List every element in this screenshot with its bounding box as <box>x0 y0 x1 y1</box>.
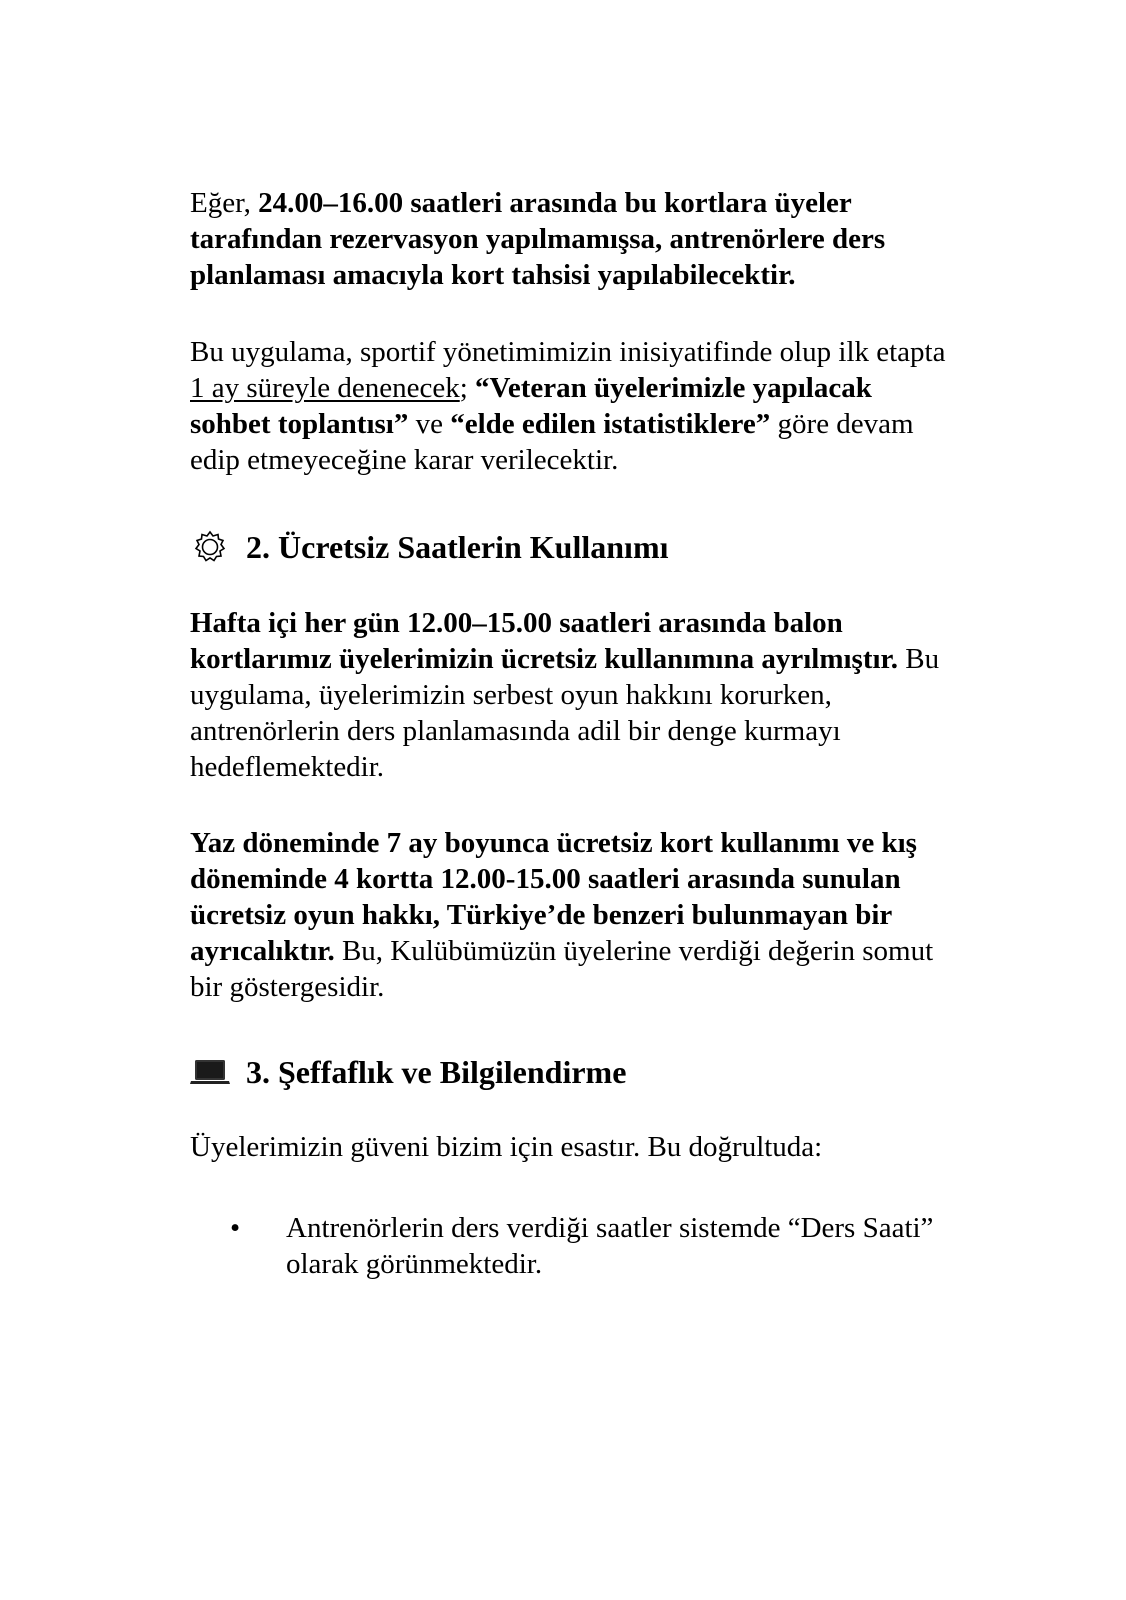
laptop-icon <box>190 1055 234 1089</box>
paragraph-free-hours <box>190 605 950 785</box>
paragraph-text: ve <box>408 408 451 440</box>
paragraph-lead-text: Eğer, <box>190 187 259 219</box>
document-content <box>190 185 950 1282</box>
bold-statistics: “elde edilen istatistiklere” <box>450 408 771 440</box>
paragraph-text: Bu uygulama, sportif yönetimimizin inisiyatifinde olup ilk etapta <box>190 336 946 368</box>
section-title: 2. Ücretsiz Saatlerin Kullanımı <box>246 529 669 565</box>
gear-icon <box>190 530 234 564</box>
paragraph-text: göre devam edip etmeyeceğine karar verilecektir. <box>190 408 914 476</box>
bullet-list <box>190 1210 950 1282</box>
paragraph-text: ; <box>459 372 476 404</box>
paragraph-bold-text: Yaz döneminde 7 ay boyunca ücretsiz kort kullanımı ve kış döneminde 4 kortta 12.00-15.00 saatleri arasında sunulan ücretsiz oyun hakkı, Türkiye’de benzeri bulunmayan bir ayrıcalıktır. <box>190 827 917 967</box>
bullet-marker: • <box>230 1212 241 1244</box>
paragraph-court-allocation <box>190 185 950 293</box>
underlined-trial-duration: 1 ay süreyle denenecek <box>190 372 460 404</box>
list-item <box>190 1210 950 1282</box>
paragraph-trial-period <box>190 334 950 478</box>
paragraph-text: Bu, Kulübümüzün üyelerine verdiği değerin somut bir göstergesidir. <box>190 935 934 1003</box>
paragraph-text: Bu uygulama, üyelerimizin serbest oyun hakkını korurken, antrenörlerin ders planlamasında adil bir denge kurmayı hedeflemektedir. <box>190 643 940 783</box>
section-heading-transparency <box>190 1052 950 1092</box>
paragraph-trust: Üyelerimizin güveni bizim için esastır. Bu doğrultuda: <box>190 1131 823 1163</box>
paragraph-privilege <box>190 825 950 1005</box>
bold-veteran-meeting: “Veteran üyelerimizle yapılacak sohbet toplantısı” <box>190 372 872 440</box>
paragraph-bold-text: 24.00–16.00 saatleri arasında bu kortlara üyeler tarafından rezervasyon yapılmamışsa, antrenörlere ders planlaması amacıyla kort tahsisi yapılabilecektir. <box>190 187 886 291</box>
paragraph-bold-text: Hafta içi her gün 12.00–15.00 saatleri arasında balon kortlarımız üyelerimizin ücretsiz kullanımına ayrılmıştır. <box>190 607 899 675</box>
section-title: 3. Şeffaflık ve Bilgilendirme <box>246 1054 627 1090</box>
list-item-text: Antrenörlerin ders verdiği saatler sistemde “Ders Saati” olarak görünmektedir. <box>286 1212 934 1280</box>
section-heading-free-hours <box>190 527 950 567</box>
